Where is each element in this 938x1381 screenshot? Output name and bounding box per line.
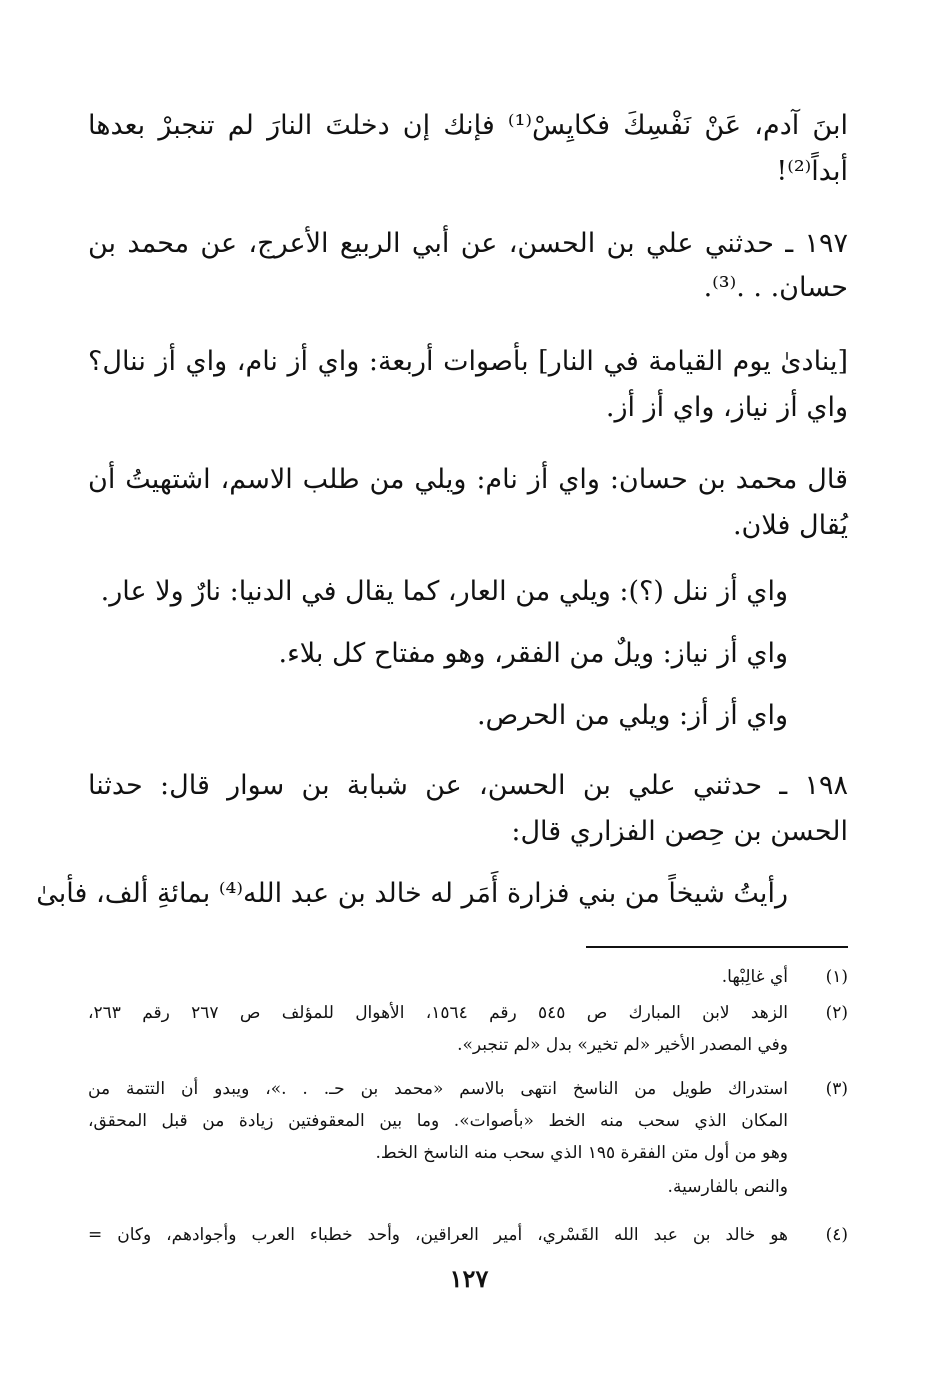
footnote-text: وهو من أول متن الفقرة ١٩٥ الذي سحب منه الناسخ الخط. — [375, 1143, 788, 1163]
footnote-mark: (٤) — [825, 1225, 848, 1245]
paragraph-198-line-1: ١٩٨ ـ حدثني علي بن الحسن، عن شبابة بن سوار قال: حدثنا — [88, 770, 848, 801]
footnote-1 — [88, 960, 848, 994]
explanation-line-1: قال محمد بن حسان: واي أز نام: ويلي من طلب الاسم، اشتهيتُ أن — [88, 464, 848, 495]
explanation-line-4: واي أز نياز: ويلٌ من الفقر، وهو مفتاح كل بلاء. — [278, 638, 788, 669]
footnote-text: وفي المصدر الأخير «لم تخير» بدل «لم تنجبر». — [457, 1035, 788, 1055]
text-line-1: ابنَ آدم، عَنْ نَفْسِكَ فكايِسْ⁽¹⁾ فإنك إن دخلتَ النارَ لم تنجبرْ بعدها — [88, 110, 848, 141]
paragraph-198-line-3: رأيتُ شيخاً من بني فزارة أَمَر له خالد بن عبد الله⁽⁴⁾ بمائةِ ألف، فأبىٰ — [36, 878, 788, 909]
explanation-line-2: يُقال فلان. — [732, 510, 848, 541]
footnote-text: المكان الذي سحب منه الخط «بأصوات». وما بين المعقوفتين زيادة من قبل المحقق، — [88, 1111, 788, 1131]
explanation-line-5: واي أز أز: ويلي من الحرص. — [476, 700, 788, 731]
footnote-text: استدراك طويل من الناسخ انتهى بالاسم «محمد بن حـ. . .»، ويبدو أن التتمة من — [88, 1079, 788, 1099]
footnote-text: هو خالد بن عبد الله القَسْري، أمير العراقين، وأحد خطباء العرب وأجوادهم، وكان = — [88, 1225, 788, 1245]
footnote-2 — [88, 996, 848, 1064]
footnote-text: الزهد لابن المبارك ص ٥٤٥ رقم ١٥٦٤، الأهوال للمؤلف ص ٢٦٧ رقم ٢٦٣، — [88, 1003, 788, 1023]
footnote-text: والنص بالفارسية. — [667, 1177, 788, 1197]
footnote-mark: (٣) — [825, 1079, 848, 1099]
paragraph-197-line-1: ١٩٧ ـ حدثني علي بن الحسن، عن أبي الربيع الأعرج، عن محمد بن — [88, 228, 848, 259]
paragraph-197-line-2: حسان. . .⁽³⁾. — [703, 272, 848, 303]
footnote-mark: (٢) — [825, 1003, 848, 1023]
text-line-2: أبداً⁽²⁾! — [776, 156, 848, 187]
paragraph-198-line-2: الحسن بن حِصن الفزاري قال: — [511, 816, 848, 847]
footnote-text: أي غالِبْها. — [721, 967, 788, 987]
footnote-3 — [88, 1072, 848, 1208]
footnote-mark: (١) — [825, 967, 848, 987]
bracketed-line-1: [ينادىٰ يوم القيامة في النار] بأصوات أربعة: واي أز نام، واي أز ننال؟ — [88, 346, 848, 377]
footnote-4 — [88, 1218, 848, 1252]
page-number: ١٢٧ — [449, 1264, 489, 1293]
bracketed-line-2: واي أز نياز، واي أز أز. — [605, 392, 848, 423]
explanation-line-3: واي أز ننل (؟): ويلي من العار، كما يقال في الدنيا: نارٌ ولا عار. — [100, 576, 788, 607]
footnote-separator — [586, 946, 848, 948]
